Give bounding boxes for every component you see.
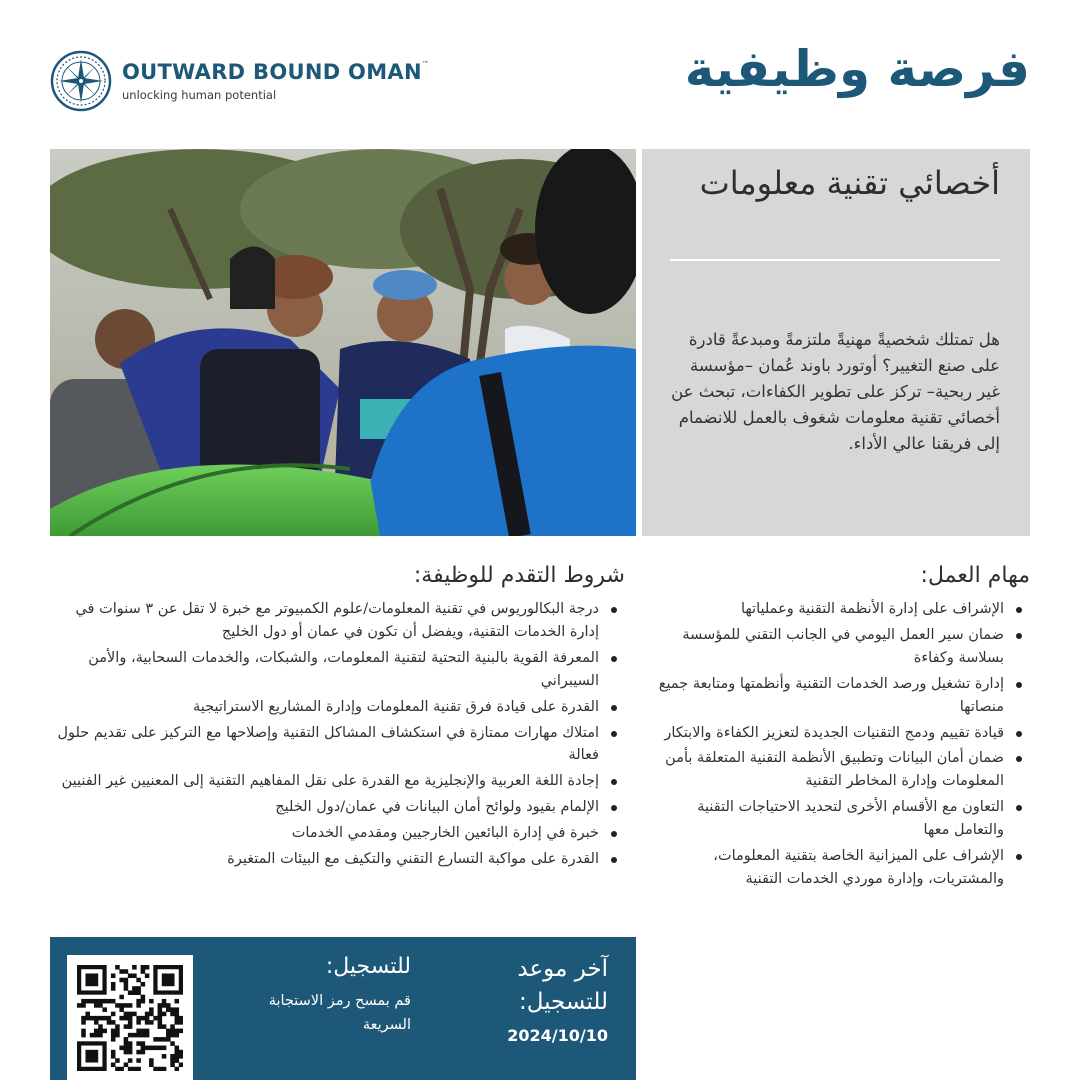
register-block — [251, 953, 411, 1037]
list-item: ضمان أمان البيانات وتطبيق الأنظمة التقنية المتعلقة بأمن المعلومات وإدارة المخاطر التقنية — [650, 747, 1030, 793]
job-title: أخصائي تقنية معلومات — [699, 164, 1000, 202]
brand-logo — [50, 50, 429, 112]
list-item: القدرة على قيادة فرق تقنية المعلومات وإدارة المشاريع الاستراتيجية — [50, 696, 625, 719]
deadline-heading: آخر موعد للتسجيل: — [517, 956, 608, 1016]
registration-footer — [50, 937, 636, 1080]
list-item: قيادة تقييم ودمج التقنيات الجديدة لتعزيز الكفاءة والابتكار — [650, 722, 1030, 745]
register-instructions: قم بمسح رمز الاستجابة السريعة — [268, 992, 411, 1033]
list-item: امتلاك مهارات ممتازة في استكشاف المشاكل التقنية وإصلاحها مع التركيز على تقديم حلول فعالة — [50, 722, 625, 768]
list-item: إدارة تشغيل ورصد الخدمات التقنية وأنظمتها ومتابعة جميع منصاتها — [650, 673, 1030, 719]
requirements-section — [50, 563, 625, 874]
list-item: خبرة في إدارة البائعين الخارجيين ومقدمي الخدمات — [50, 822, 625, 845]
brand-tagline: unlocking human potential — [122, 88, 277, 102]
deadline-block — [448, 953, 608, 1045]
list-item: القدرة على مواكبة التسارع التقني والتكيف مع البيئات المتغيرة — [50, 848, 625, 871]
requirements-list — [50, 598, 625, 871]
hero-photo — [50, 149, 636, 536]
register-heading: للتسجيل: — [325, 954, 411, 979]
job-intro: هل تمتلك شخصيةً مهنيةً ملتزمةً ومبدعةً قادرة على صنع التغيير؟ أوتورد باوند عُمان –مؤسسة غير ربحية– تركز على تطوير الكفاءات، تبحث عن أخصائي تقنية معلومات شغوف بالعمل للانضمام إلى فريقنا عالي الأداء. — [671, 330, 1000, 453]
page-title: فرصة وظيفية — [684, 40, 1030, 98]
list-item: المعرفة القوية بالبنية التحتية لتقنية المعلومات، والشبكات، والخدمات السحابية، والأمن السيبراني — [50, 647, 625, 693]
job-summary-panel — [642, 149, 1030, 536]
trademark-mark: ™ — [421, 60, 430, 68]
list-item: الإلمام بقيود ولوائح أمان البيانات في عمان/دول الخليج — [50, 796, 625, 819]
list-item: الإشراف على إدارة الأنظمة التقنية وعملياتها — [650, 598, 1030, 621]
brand-name: OUTWARD BOUND OMAN™ — [122, 60, 430, 84]
compass-rose-icon — [50, 50, 112, 112]
qr-code[interactable] — [67, 955, 193, 1080]
qr-code-icon — [77, 965, 183, 1071]
list-item: الإشراف على الميزانية الخاصة بتقنية المعلومات، والمشتريات، وإدارة موردي الخدمات التقنية — [650, 845, 1030, 891]
list-item: درجة البكالوريوس في تقنية المعلومات/علوم الكمبيوتر مع خبرة لا تقل عن ٣ سنوات في إدارة الخدمات التقنية، ويفضل أن تكون في عمان أو دول الخليج — [50, 598, 625, 644]
tasks-section — [650, 563, 1030, 894]
tasks-list — [650, 598, 1030, 891]
requirements-heading: شروط التقدم للوظيفة: — [413, 563, 625, 588]
tasks-heading: مهام العمل: — [920, 563, 1030, 588]
list-item: التعاون مع الأقسام الأخرى لتحديد الاحتياجات التقنية والتعامل معها — [650, 796, 1030, 842]
list-item: إجادة اللغة العربية والإنجليزية مع القدرة على نقل المفاهيم التقنية إلى المعنيين غير الفنيين — [50, 770, 625, 793]
deadline-date: 2024/10/10 — [507, 1025, 608, 1045]
title-divider — [670, 259, 1000, 261]
list-item: ضمان سير العمل اليومي في الجانب التقني للمؤسسة بسلاسة وكفاءة — [650, 624, 1030, 670]
